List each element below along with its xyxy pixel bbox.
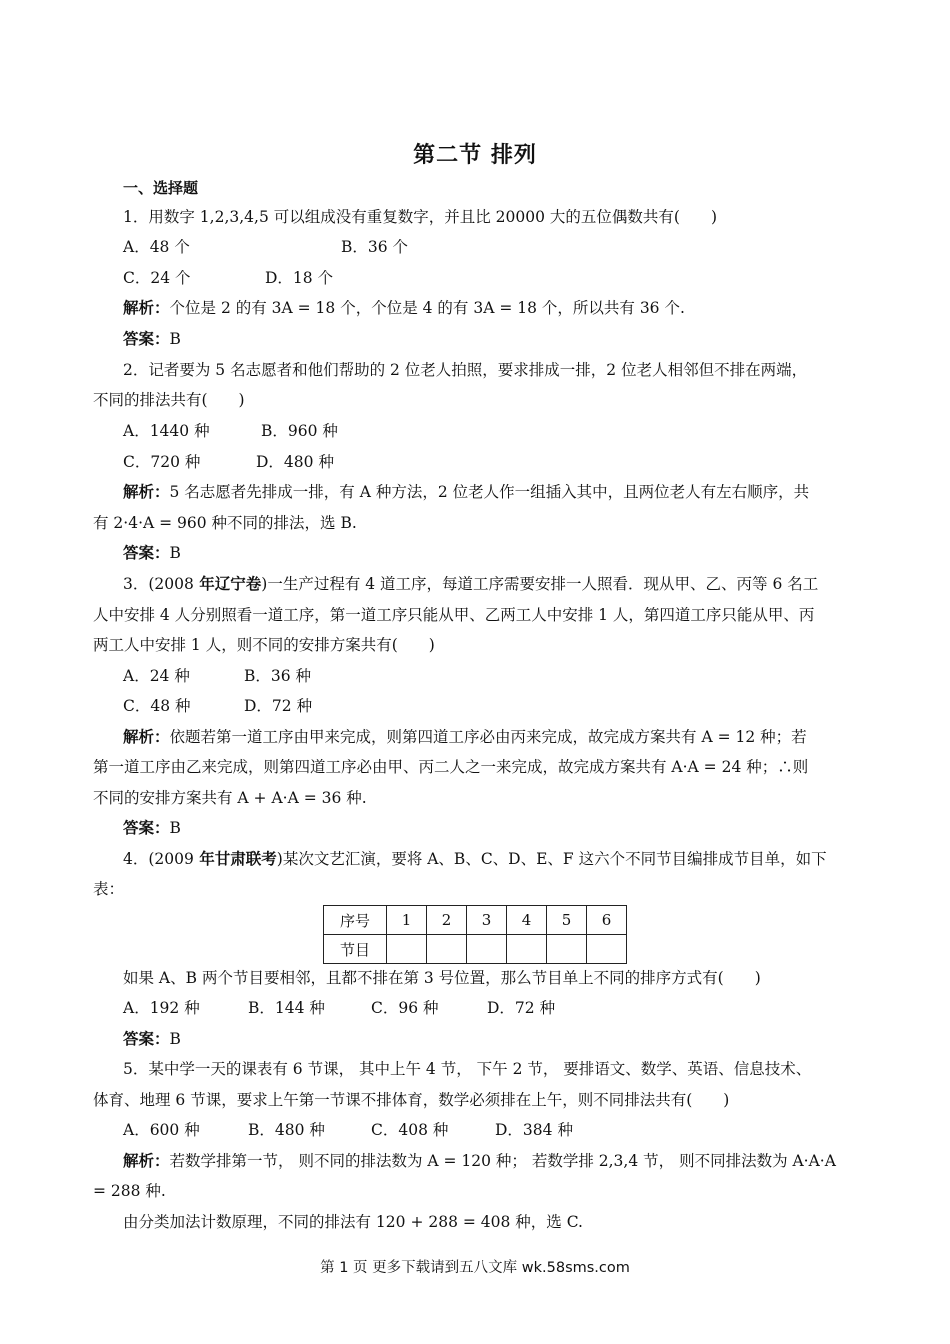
solution-label: 解析： <box>123 1151 170 1170</box>
question-2-answer <box>123 543 181 563</box>
question-3-solution-line-1 <box>123 727 807 747</box>
page-title: 第二节 排列 <box>413 143 537 168</box>
solution-text: 5 名志愿者先排成一排，有 A 种方法，2 位老人作一组插入其中，且两位老人有左右顺序，共 <box>169 483 810 501</box>
table-cell <box>387 935 427 964</box>
answer-label: 答案： <box>123 818 170 837</box>
table-cell: 5 <box>547 906 587 935</box>
question-5-solution-line-3: 由分类加法计数原理，不同的排法有 120 + 288 = 408 种，选 C. <box>123 1213 583 1231</box>
question-2-option-a: A．1440 种 <box>123 422 210 440</box>
question-5-option-d: D．384 种 <box>495 1121 573 1139</box>
table-cell: 2 <box>427 906 467 935</box>
question-2-solution-line-2: 有 2·4·A = 960 种不同的排法，选 B. <box>93 514 357 532</box>
question-3-option-d: D．72 种 <box>244 697 313 715</box>
answer-label: 答案： <box>123 543 170 562</box>
table-cell: 序号 <box>324 906 387 935</box>
question-4-option-d: D．72 种 <box>487 999 556 1017</box>
answer-value: B <box>169 330 181 348</box>
solution-label: 解析： <box>123 727 170 746</box>
table-cell <box>467 935 507 964</box>
question-5-option-c: C．408 种 <box>371 1121 449 1139</box>
question-2-option-b: B．960 种 <box>261 422 338 440</box>
question-3-solution-line-2: 第一道工序由乙来完成，则第四道工序必由甲、丙二人之一来完成，故完成方案共有 A·A = 24 种；∴则 <box>93 758 809 776</box>
solution-text: 个位是 2 的有 3A = 18 个，个位是 4 的有 3A = 18 个，所以共有 36 个. <box>169 299 685 317</box>
table-cell: 6 <box>587 906 627 935</box>
section-heading: 一、选择题 <box>123 179 199 197</box>
page-footer: 第 1 页 更多下载请到五八文库 wk.58sms.com <box>320 1260 630 1276</box>
question-source: 年辽宁卷 <box>193 574 262 593</box>
question-number: 4．(2009 <box>123 850 194 868</box>
question-5-option-a: A．600 种 <box>123 1121 200 1139</box>
question-text: )某次文艺汇演，要将 A、B、C、D、E、F 这六个不同节目编排成节目单，如下 <box>276 850 827 868</box>
question-5-solution-line-2: = 288 种. <box>93 1182 166 1200</box>
question-4-option-c: C．96 种 <box>371 999 439 1017</box>
question-3-option-c: C．48 种 <box>123 697 191 715</box>
table-cell: 4 <box>507 906 547 935</box>
answer-label: 答案： <box>123 1029 170 1048</box>
program-table <box>323 905 627 964</box>
question-text: )一生产过程有 4 道工序，每道工序需要安排一人照看．现从甲、乙、丙等 6 名工 <box>261 575 819 593</box>
question-2-option-c: C．720 种 <box>123 453 201 471</box>
table-cell <box>507 935 547 964</box>
table-row <box>324 935 627 964</box>
question-1-option-a: A．48 个 <box>123 238 190 256</box>
question-5-text-line-1: 5．某中学一天的课表有 6 节课， 其中上午 4 节， 下午 2 节， 要排语文、数学、英语、信息技术、 <box>123 1060 812 1078</box>
question-4-answer <box>123 1029 181 1049</box>
question-5-solution-line-1 <box>123 1151 836 1171</box>
question-1-option-b: B．36 个 <box>341 238 409 256</box>
question-1-option-c: C．24 个 <box>123 269 191 287</box>
question-4-option-a: A．192 种 <box>123 999 200 1017</box>
question-2-solution-line-1 <box>123 482 809 502</box>
question-source: 年甘肃联考 <box>193 849 277 868</box>
answer-value: B <box>169 1030 181 1048</box>
question-2-option-d: D．480 种 <box>256 453 334 471</box>
question-3-text-line-1 <box>123 574 818 594</box>
question-3-option-b: B．36 种 <box>244 667 312 685</box>
question-2-text-line-1: 2．记者要为 5 名志愿者和他们帮助的 2 位老人拍照，要求排成一排，2 位老人相邻但不排在两端， <box>123 361 808 379</box>
question-5-text-line-2: 体育、地理 6 节课，要求上午第一节课不排体育，数学必须排在上午，则不同排法共有( ) <box>93 1091 730 1109</box>
question-4-text-line-3: 如果 A、B 两个节目要相邻，且都不排在第 3 号位置，那么节目单上不同的排序方式有( ) <box>123 969 761 987</box>
answer-label: 答案： <box>123 329 170 348</box>
table-cell: 3 <box>467 906 507 935</box>
question-number: 3．(2008 <box>123 575 194 593</box>
question-3-text-line-2: 人中安排 4 人分别照看一道工序，第一道工序只能从甲、乙两工人中安排 1 人，第四道工序只能从甲、丙 <box>93 606 815 624</box>
question-1-solution <box>123 298 685 318</box>
question-4-text-line-1 <box>123 849 827 869</box>
question-5-option-b: B．480 种 <box>248 1121 325 1139</box>
answer-value: B <box>169 544 181 562</box>
table-cell <box>587 935 627 964</box>
question-2-text-line-2: 不同的排法共有( ) <box>93 391 245 409</box>
table-cell: 节目 <box>324 935 387 964</box>
solution-label: 解析： <box>123 298 170 317</box>
table-cell <box>427 935 467 964</box>
question-4-option-b: B．144 种 <box>248 999 325 1017</box>
table-row <box>324 906 627 935</box>
question-1-option-d: D．18 个 <box>265 269 334 287</box>
solution-text: 依题若第一道工序由甲来完成，则第四道工序必由丙来完成，故完成方案共有 A = 12 种；若 <box>169 728 807 746</box>
solution-text: 若数学排第一节， 则不同的排法数为 A = 120 种； 若数学排 2,3,4 节， 则不同排法数为 A·A·A <box>169 1152 836 1170</box>
table-cell <box>547 935 587 964</box>
solution-label: 解析： <box>123 482 170 501</box>
question-3-option-a: A．24 种 <box>123 667 190 685</box>
question-3-solution-line-3: 不同的安排方案共有 A + A·A = 36 种. <box>93 789 367 807</box>
table-cell: 1 <box>387 906 427 935</box>
question-3-answer <box>123 818 181 838</box>
question-3-text-line-3: 两工人中安排 1 人，则不同的安排方案共有( ) <box>93 636 435 654</box>
question-1-text: 1．用数字 1,2,3,4,5 可以组成没有重复数字，并且比 20000 大的五位偶数共有( ) <box>123 208 717 226</box>
question-1-answer <box>123 329 181 349</box>
question-4-text-line-2: 表： <box>93 880 125 898</box>
answer-value: B <box>169 819 181 837</box>
